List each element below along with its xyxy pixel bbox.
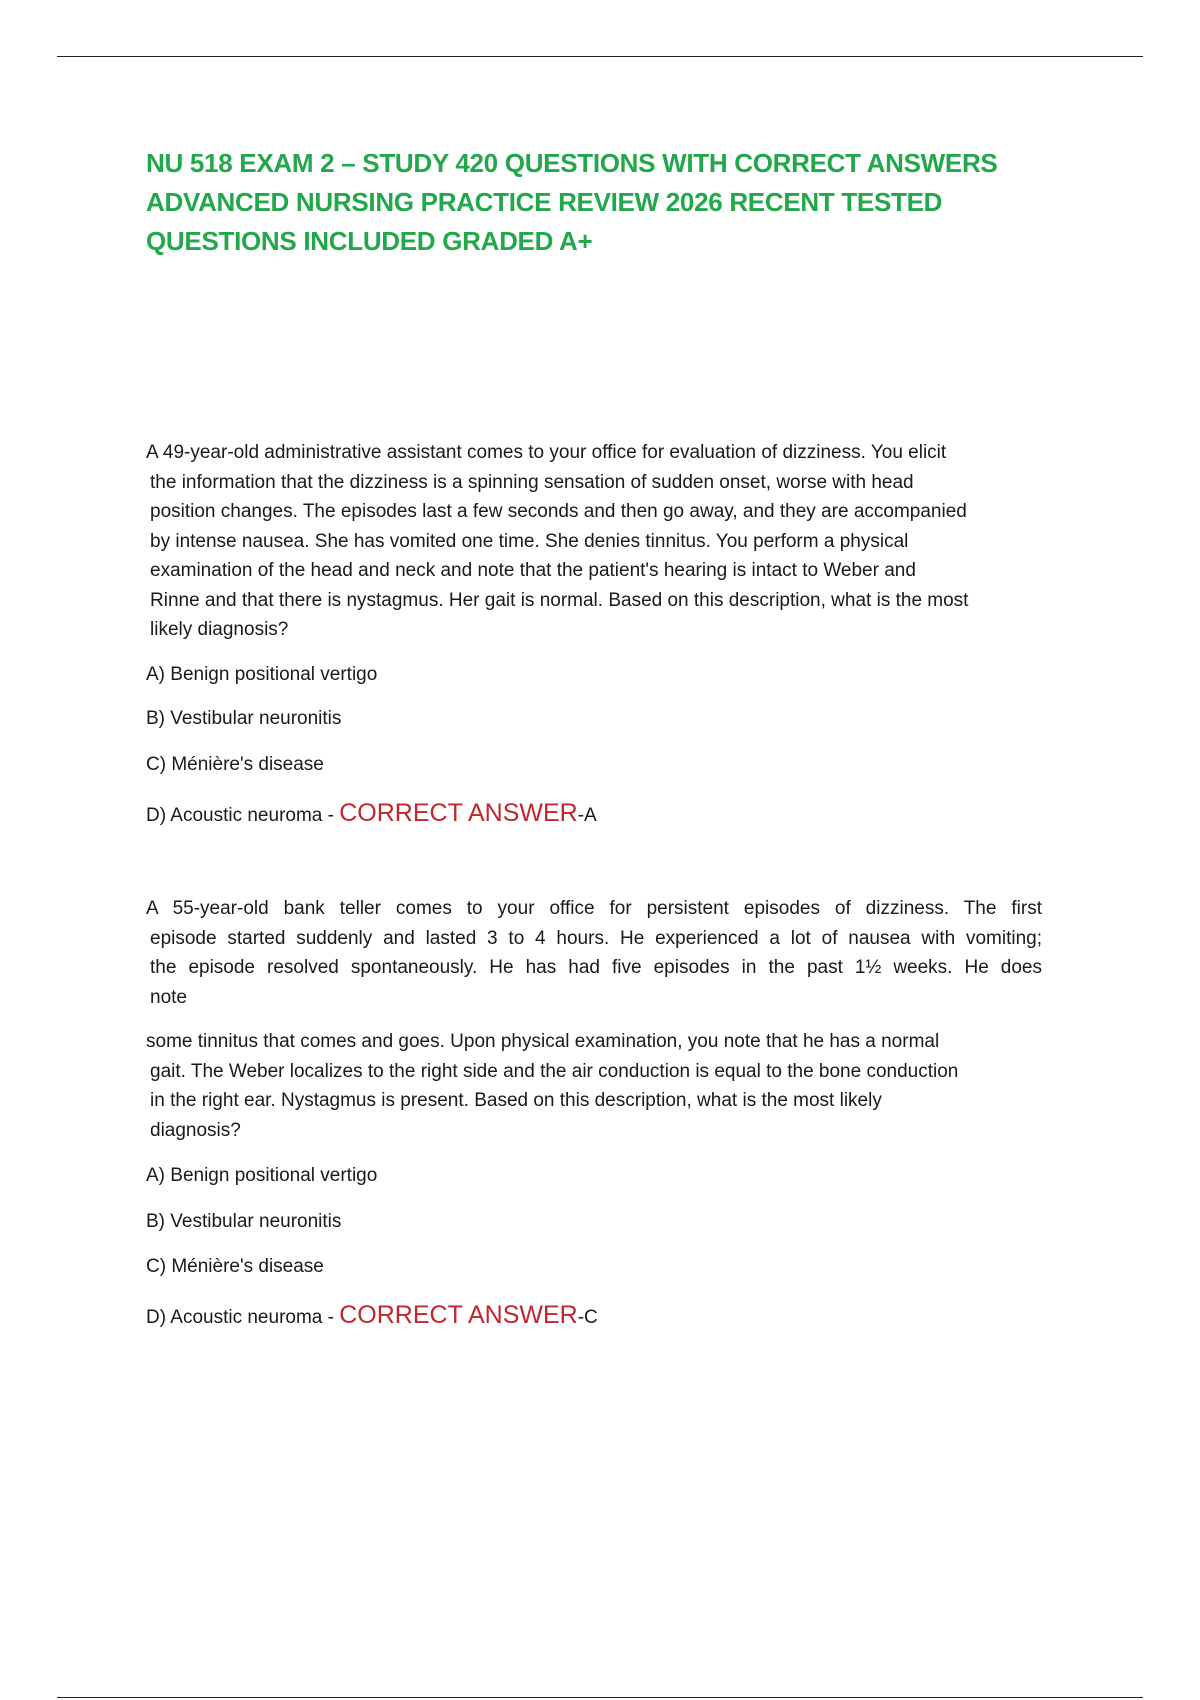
stem-line: the episode resolved spontaneously. He has had five episodes in the past 1½ weeks. He does xyxy=(150,957,1042,978)
correct-answer-label: CORRECT ANSWER xyxy=(339,1301,578,1329)
question-1-option-b: B) Vestibular neuronitis xyxy=(146,708,342,729)
stem-line: A 55-year-old bank teller comes to your office for persistent episodes of dizziness. The first xyxy=(146,898,1042,919)
question-1-option-a: A) Benign positional vertigo xyxy=(146,664,378,685)
stem-line: examination of the head and neck and note that the patient's hearing is intact to Weber and xyxy=(150,560,916,581)
question-1-stem xyxy=(146,438,1066,645)
question-2-stem-continued xyxy=(146,1027,1066,1145)
question-2 xyxy=(146,894,1066,1012)
stem-line: in the right ear. Nystagmus is present. Based on this description, what is the most likely xyxy=(150,1090,882,1111)
title-line: ADVANCED NURSING PRACTICE REVIEW 2026 RECENT TESTED xyxy=(146,187,943,217)
top-rule xyxy=(57,56,1143,57)
title-line: QUESTIONS INCLUDED GRADED A+ xyxy=(146,226,593,256)
question-2-continued xyxy=(146,1027,1066,1145)
stem-line: some tinnitus that comes and goes. Upon physical examination, you note that he has a normal xyxy=(146,1031,940,1052)
stem-line: the information that the dizziness is a spinning sensation of sudden onset, worse with head xyxy=(150,471,914,493)
question-2-option-d: D) Acoustic neuroma - xyxy=(146,1307,340,1328)
question-2-option-b: B) Vestibular neuronitis xyxy=(146,1211,342,1232)
stem-line: A 49-year-old administrative assistant comes to your office for evaluation of dizziness. You elicit xyxy=(146,442,947,463)
question-2-stem xyxy=(146,894,1066,1012)
stem-line: by intense nausea. She has vomited one time. She denies tinnitus. You perform a physical xyxy=(150,530,909,552)
correct-answer-label: CORRECT ANSWER xyxy=(339,799,578,827)
question-1 xyxy=(146,438,1066,645)
stem-line: diagnosis? xyxy=(150,1119,241,1141)
stem-line: position changes. The episodes last a few seconds and then go away, and they are accompanied xyxy=(150,501,967,522)
question-1-answer: -A xyxy=(577,805,597,826)
stem-line: episode started suddenly and lasted 3 to 4 hours. He experienced a lot of nausea with vomiting; xyxy=(150,927,1042,949)
stem-line: note xyxy=(150,986,187,1008)
question-1-option-d: D) Acoustic neuroma - xyxy=(146,805,340,826)
question-2-option-d-line xyxy=(146,1303,598,1330)
question-2-answer: -C xyxy=(577,1307,598,1328)
stem-line: likely diagnosis? xyxy=(150,619,289,640)
title-line: NU 518 EXAM 2 – STUDY 420 QUESTIONS WITH CORRECT ANSWERS xyxy=(146,148,998,178)
stem-line: Rinne and that there is nystagmus. Her gait is normal. Based on this description, what is the most xyxy=(150,589,969,611)
bottom-rule xyxy=(57,1697,1143,1698)
question-2-option-a: A) Benign positional vertigo xyxy=(146,1165,378,1186)
question-2-option-c: C) Ménière's disease xyxy=(146,1256,324,1277)
document-title xyxy=(146,144,1086,261)
stem-line: gait. The Weber localizes to the right side and the air conduction is equal to the bone conduction xyxy=(150,1060,959,1082)
question-1-option-d-line xyxy=(146,801,597,828)
question-1-option-c: C) Ménière's disease xyxy=(146,754,324,775)
